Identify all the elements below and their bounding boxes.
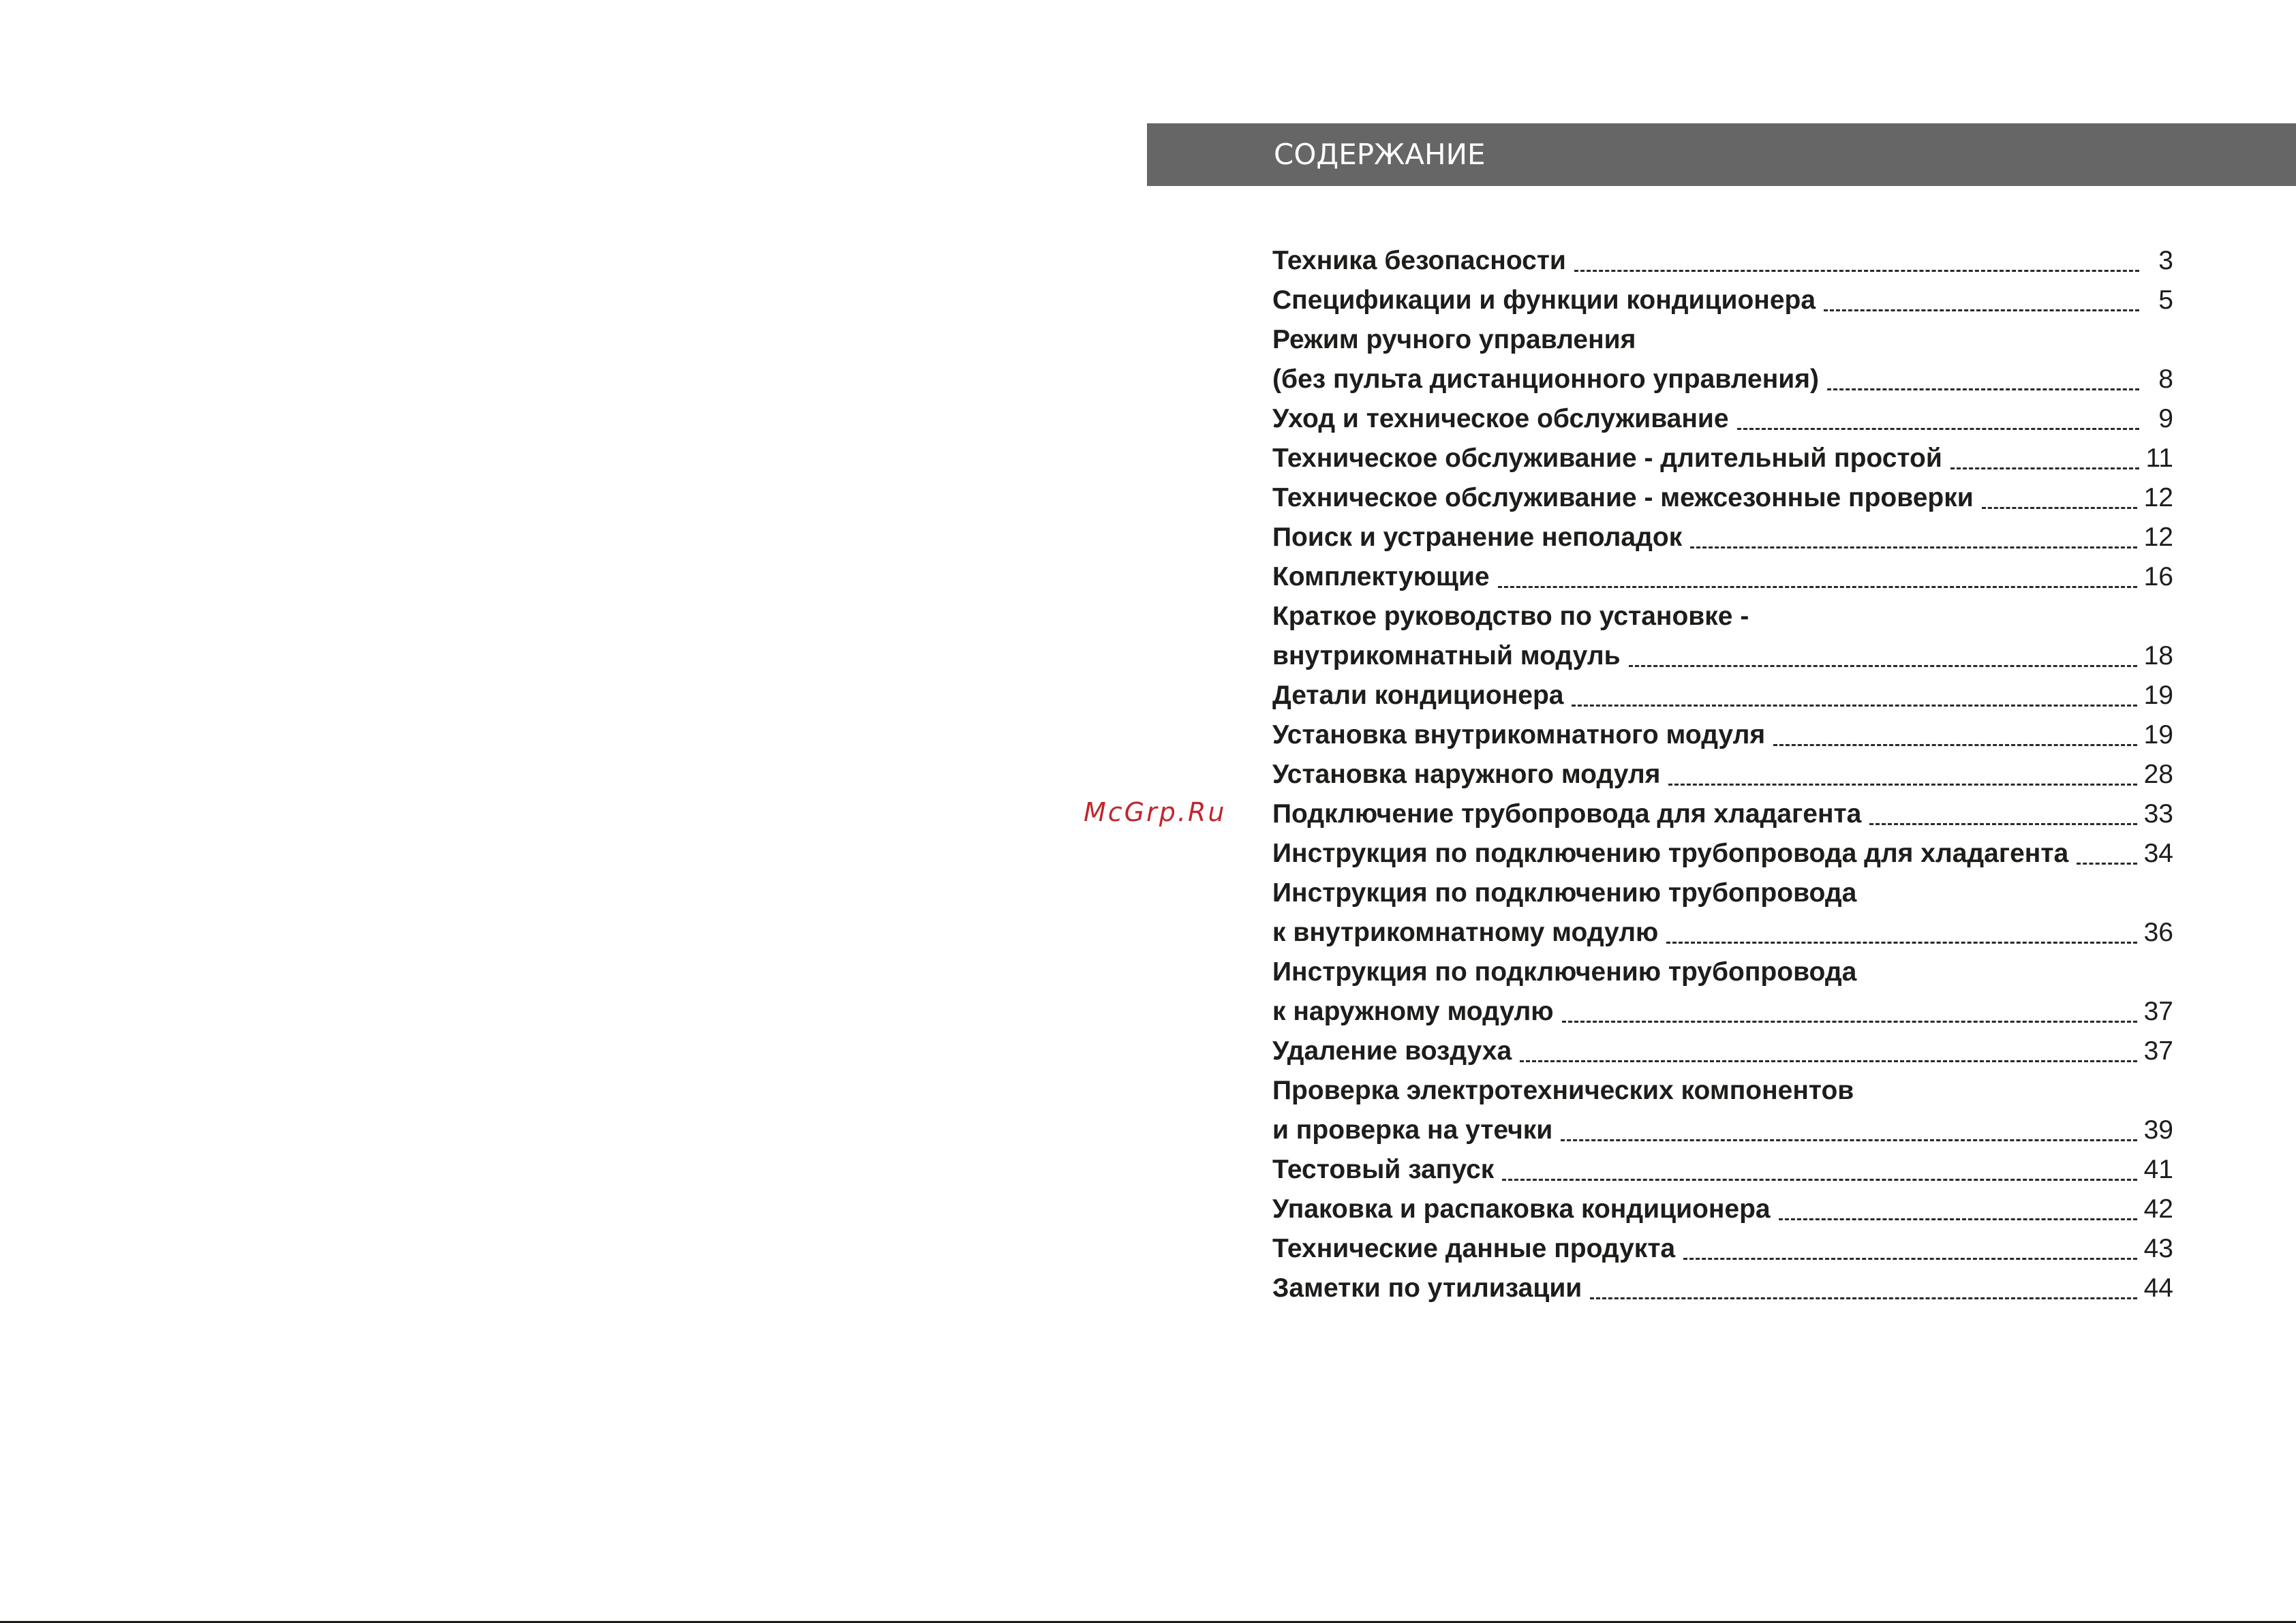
toc-entry[interactable] <box>1272 1150 2173 1190</box>
toc-entry-title: Тестовый запуск <box>1272 1155 1495 1184</box>
toc-leader-dashes <box>1666 942 2137 944</box>
toc-entry[interactable] <box>1272 1190 2173 1229</box>
toc-entry[interactable] <box>1272 478 2173 518</box>
toc-entry-title: Проверка электротехнических компонентов <box>1272 1076 1854 1105</box>
toc-leader-dashes <box>1520 1060 2137 1062</box>
toc-leader-dashes <box>1629 665 2137 667</box>
toc-entry <box>1272 320 2173 360</box>
toc-entry <box>1272 874 2173 913</box>
toc-entry-page-number: 39 <box>2143 1115 2173 1145</box>
toc-entry-page-number: 36 <box>2143 918 2173 947</box>
toc-entry[interactable] <box>1272 1229 2173 1269</box>
toc-leader-dashes <box>1562 1021 2137 1023</box>
toc-entry-title: (без пульта дистанционного управления) <box>1272 365 1819 394</box>
toc-entry-title: к наружному модулю <box>1272 997 1554 1026</box>
toc-leader-dashes <box>1561 1139 2137 1141</box>
toc-entry-title: Техническое обслуживание - длительный простой <box>1272 444 1942 473</box>
toc-entry <box>1272 597 2173 636</box>
toc-leader-dashes <box>1773 744 2137 746</box>
toc-entry-page-number: 19 <box>2143 720 2173 749</box>
toc-entry-page-number: 33 <box>2143 799 2173 829</box>
toc-entry[interactable] <box>1272 360 2173 399</box>
toc-entry-page-number: 43 <box>2143 1234 2173 1263</box>
toc-entry[interactable] <box>1272 1269 2173 1308</box>
toc-entry[interactable] <box>1272 913 2173 953</box>
toc-leader-dashes <box>1668 784 2137 786</box>
table-of-contents <box>1272 241 2173 1308</box>
toc-leader-dashes <box>1590 1297 2137 1299</box>
header-band <box>1147 123 2296 186</box>
toc-entry[interactable] <box>1272 992 2173 1032</box>
toc-entry-title: Уход и техническое обслуживание <box>1272 404 1729 433</box>
toc-entry[interactable] <box>1272 636 2173 676</box>
toc-entry <box>1272 953 2173 992</box>
toc-entry-page-number: 11 <box>2145 444 2173 473</box>
toc-entry[interactable] <box>1272 557 2173 597</box>
page-title: СОДЕРЖАНИЕ <box>1274 138 1486 171</box>
toc-entry-page-number: 19 <box>2143 681 2173 710</box>
toc-entry-title: Поиск и устранение неполадок <box>1272 523 1683 552</box>
toc-leader-dashes <box>1683 1258 2137 1260</box>
toc-entry[interactable] <box>1272 1032 2173 1071</box>
toc-entry[interactable] <box>1272 241 2173 281</box>
toc-entry-title: к внутрикомнатному модулю <box>1272 918 1659 947</box>
toc-leader-dashes <box>2077 863 2137 865</box>
toc-entry[interactable] <box>1272 518 2173 557</box>
toc-entry-title: Упаковка и распаковка кондиционера <box>1272 1194 1771 1224</box>
toc-entry[interactable] <box>1272 794 2173 834</box>
toc-leader-dashes <box>1779 1218 2137 1220</box>
toc-entry-title: и проверка на утечки <box>1272 1115 1553 1145</box>
toc-entry-page-number: 16 <box>2143 562 2173 591</box>
toc-entry-title: Установка внутрикомнатного модуля <box>1272 720 1766 749</box>
toc-entry-title: Установка наружного модуля <box>1272 760 1661 789</box>
toc-entry[interactable] <box>1272 715 2173 755</box>
toc-entry-title: Заметки по утилизации <box>1272 1273 1582 1303</box>
toc-entry-page-number: 42 <box>2143 1194 2173 1224</box>
toc-entry-page-number: 41 <box>2143 1155 2173 1184</box>
toc-entry-title: Инструкция по подключению трубопровода для хладагента <box>1272 839 2069 868</box>
toc-entry-page-number: 5 <box>2158 285 2173 315</box>
toc-entry-title: внутрикомнатный модуль <box>1272 641 1621 670</box>
toc-leader-dashes <box>1502 1179 2137 1181</box>
toc-entry-title: Техника безопасности <box>1272 246 1566 275</box>
watermark: McGrp.Ru <box>1084 797 1227 827</box>
toc-leader-dashes <box>1869 823 2137 825</box>
toc-leader-dashes <box>1982 507 2137 509</box>
toc-entry-title: Подключение трубопровода для хладагента <box>1272 799 1862 829</box>
toc-entry-page-number: 8 <box>2158 365 2173 394</box>
toc-entry[interactable] <box>1272 1111 2173 1150</box>
toc-entry-title: Технические данные продукта <box>1272 1234 1676 1263</box>
toc-leader-dashes <box>1827 388 2139 390</box>
toc-entry-page-number: 37 <box>2143 997 2173 1026</box>
toc-entry[interactable] <box>1272 834 2173 874</box>
toc-leader-dashes <box>1824 309 2139 311</box>
toc-entry[interactable] <box>1272 281 2173 320</box>
toc-entry-title: Удаление воздуха <box>1272 1036 1512 1066</box>
toc-entry-title: Краткое руководство по установке - <box>1272 602 1749 631</box>
toc-entry <box>1272 1071 2173 1111</box>
toc-entry-page-number: 18 <box>2143 641 2173 670</box>
toc-entry-title: Режим ручного управления <box>1272 325 1636 354</box>
toc-leader-dashes <box>1498 586 2137 588</box>
toc-entry-page-number: 28 <box>2143 760 2173 789</box>
toc-entry-page-number: 12 <box>2143 523 2173 552</box>
toc-entry-page-number: 12 <box>2143 483 2173 512</box>
toc-entry-title: Техническое обслуживание - межсезонные проверки <box>1272 483 1974 512</box>
toc-leader-dashes <box>1737 428 2139 430</box>
toc-entry[interactable] <box>1272 676 2173 715</box>
toc-entry[interactable] <box>1272 399 2173 439</box>
toc-entry-title: Спецификации и функции кондиционера <box>1272 285 1816 315</box>
toc-entry-page-number: 3 <box>2158 246 2173 275</box>
toc-entry-page-number: 9 <box>2158 404 2173 433</box>
toc-entry-title: Инструкция по подключению трубопровода <box>1272 878 1857 908</box>
toc-leader-dashes <box>1690 546 2137 548</box>
toc-leader-dashes <box>1574 270 2139 272</box>
toc-entry-title: Комплектующие <box>1272 562 1490 591</box>
toc-entry-page-number: 34 <box>2143 839 2173 868</box>
toc-entry-title: Инструкция по подключению трубопровода <box>1272 957 1857 987</box>
toc-entry-page-number: 37 <box>2143 1036 2173 1066</box>
toc-entry-page-number: 44 <box>2143 1273 2173 1303</box>
toc-entry[interactable] <box>1272 439 2173 478</box>
toc-leader-dashes <box>1950 467 2139 469</box>
toc-leader-dashes <box>1572 705 2137 707</box>
toc-entry-title: Детали кондиционера <box>1272 681 1564 710</box>
toc-entry[interactable] <box>1272 755 2173 794</box>
